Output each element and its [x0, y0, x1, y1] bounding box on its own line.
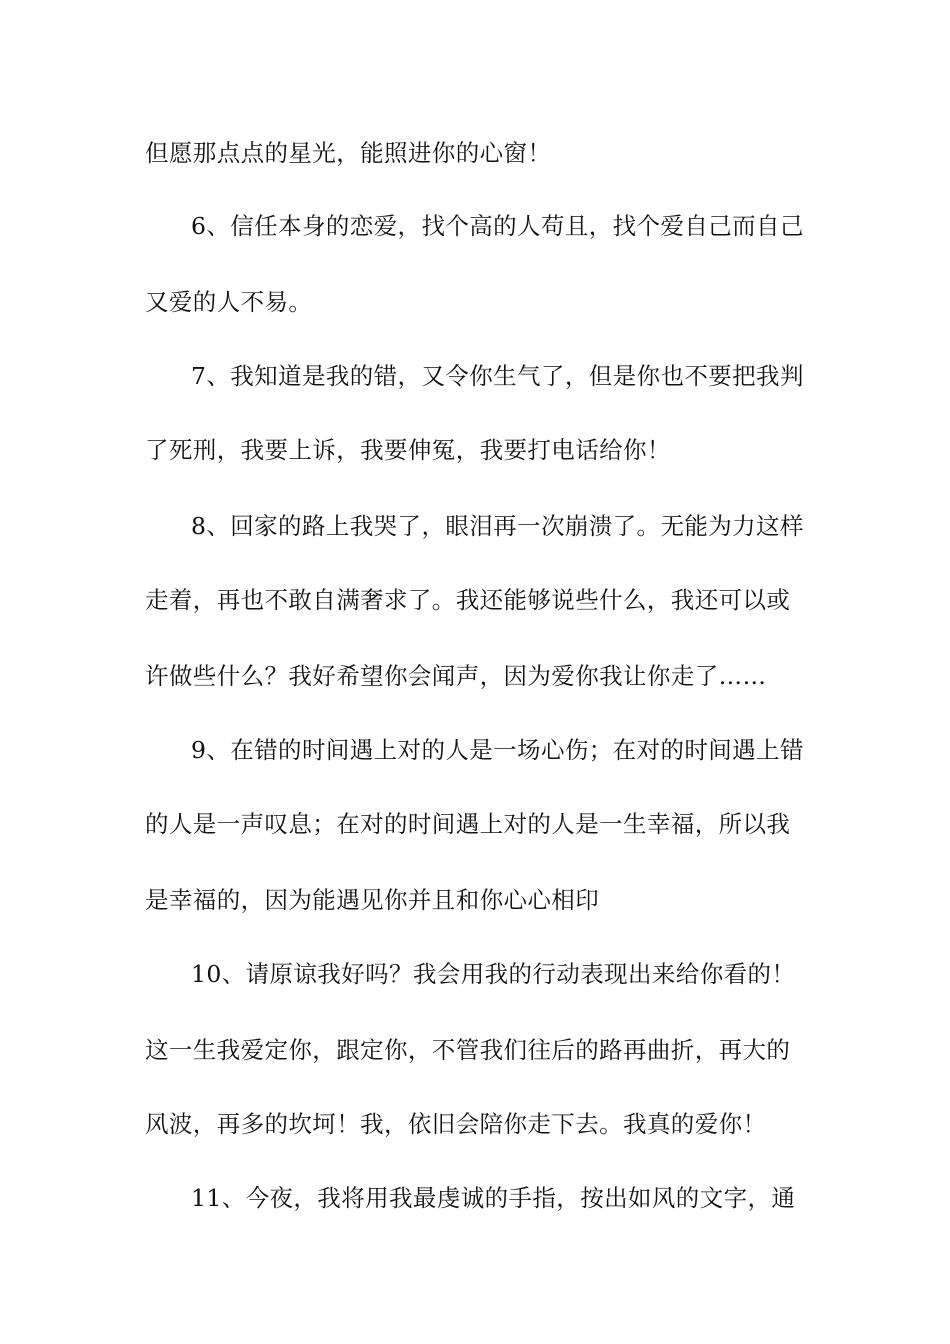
- text-line: 又爱的人不易。: [145, 288, 313, 316]
- text-line: 的人是一声叹息；在对的时间遇上对的人是一生幸福，所以我: [145, 810, 791, 838]
- text-line: 8、回家的路上我哭了，眼泪再一次崩溃了。无能为力这样: [191, 512, 804, 540]
- text-line: 9、在错的时间遇上对的人是一场心伤；在对的时间遇上错: [191, 736, 804, 764]
- text-line: 风波，再多的坎坷！我，依旧会陪你走下去。我真的爱你！: [145, 1110, 767, 1138]
- text-line: 但愿那点点的星光，能照进你的心窗！: [145, 139, 552, 167]
- text-line: 走着，再也不敢自满奢求了。我还能够说些什么，我还可以或: [145, 586, 791, 614]
- text-line: 了死刑，我要上诉，我要伸冤，我要打电话给你！: [145, 436, 671, 464]
- text-line: 这一生我爱定你，跟定你，不管我们往后的路再曲折，再大的: [145, 1036, 791, 1064]
- text-line: 许做些什么？我好希望你会闻声，因为爱你我让你走了……: [145, 662, 767, 690]
- text-line: 7、我知道是我的错，又令你生气了，但是你也不要把我判: [191, 362, 804, 390]
- text-line: 10、请原谅我好吗？我会用我的行动表现出来给你看的！: [191, 960, 796, 988]
- text-line: 11、今夜，我将用我最虔诚的手指，按出如风的文字，通: [191, 1184, 796, 1212]
- text-line: 是幸福的，因为能遇见你并且和你心心相印: [145, 886, 600, 914]
- text-line: 6、信任本身的恋爱，找个高的人苟且，找个爱自己而自己: [191, 212, 804, 240]
